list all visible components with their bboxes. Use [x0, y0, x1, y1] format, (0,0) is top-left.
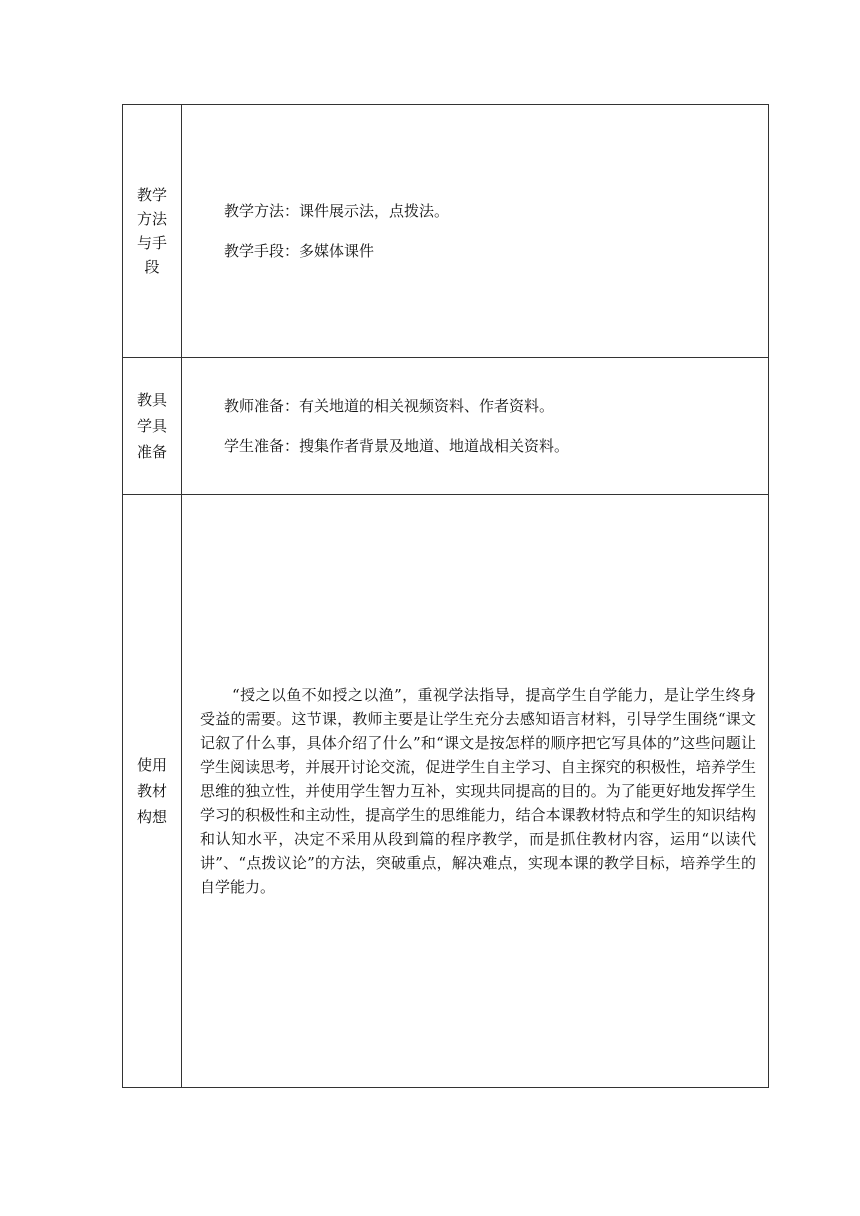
teaching-methods-content-cell: [182, 105, 769, 358]
teacher-preparation-text: 教师准备：有关地道的相关视频资料、作者资料。: [224, 397, 555, 415]
teaching-aids-label: [123, 387, 181, 465]
teaching-methods-label-line: 教学: [136, 186, 167, 204]
lesson-plan-table: [122, 104, 769, 1088]
teaching-aids-content-cell: [182, 358, 769, 495]
material-concept-label-cell: [123, 495, 182, 1088]
teaching-methods-label-line: 与手: [136, 234, 167, 252]
teaching-aids-label-line: 准备: [136, 443, 167, 461]
student-preparation-text: 学生准备：搜集作者背景及地道、地道战相关资料。: [224, 437, 570, 455]
teaching-aids-row: [123, 358, 769, 495]
material-concept-paragraph: “授之以鱼不如授之以渔”，重视学法指导，提高学生自学能力，是让学生终身受益的需要。这节课，教师主要是让学生充分去感知语言材料，引导学生围绕“课文记叙了什么事，具体介绍了什么”和“课文是按怎样的顺序把它写具体的”这些问题让学生阅读思考，并展开讨论交流，促进学生自主学习、自主探究的积极性，培养学生思维的独立性，并使用学生智力互补，实现共同提高的目的。为了能更好地发挥学生学习的积极性和主动性，提高学生的思维能力，结合本课教材特点和学生的知识结构和认知水平，决定不采用从段到篇的程序教学，而是抓住教材内容，运用“以读代讲”、“点拨议论”的方法，突破重点，解决难点，实现本课的教学目标，培养学生的自学能力。: [200, 686, 756, 896]
teaching-aids-label-line: 教具: [136, 391, 167, 409]
material-concept-label-line: 构想: [136, 808, 167, 826]
teaching-methods-row: [123, 105, 769, 358]
teaching-methods-label-line: 段: [144, 258, 160, 276]
teaching-aids-label-line: 学具: [136, 417, 167, 435]
teaching-methods-label-line: 方法: [136, 210, 167, 228]
material-concept-label: [123, 752, 181, 830]
teaching-method-text: 教学方法：课件展示法，点拨法。: [224, 202, 450, 220]
teaching-means-text: 教学手段：多媒体课件: [224, 242, 375, 260]
material-concept-row: [123, 495, 769, 1088]
teaching-aids-label-cell: [123, 358, 182, 495]
material-concept-label-line: 使用: [136, 756, 167, 774]
material-concept-content-cell: [182, 495, 769, 1088]
teaching-methods-label: [123, 183, 181, 279]
material-concept-label-line: 教材: [136, 782, 167, 800]
teaching-methods-label-cell: [123, 105, 182, 358]
